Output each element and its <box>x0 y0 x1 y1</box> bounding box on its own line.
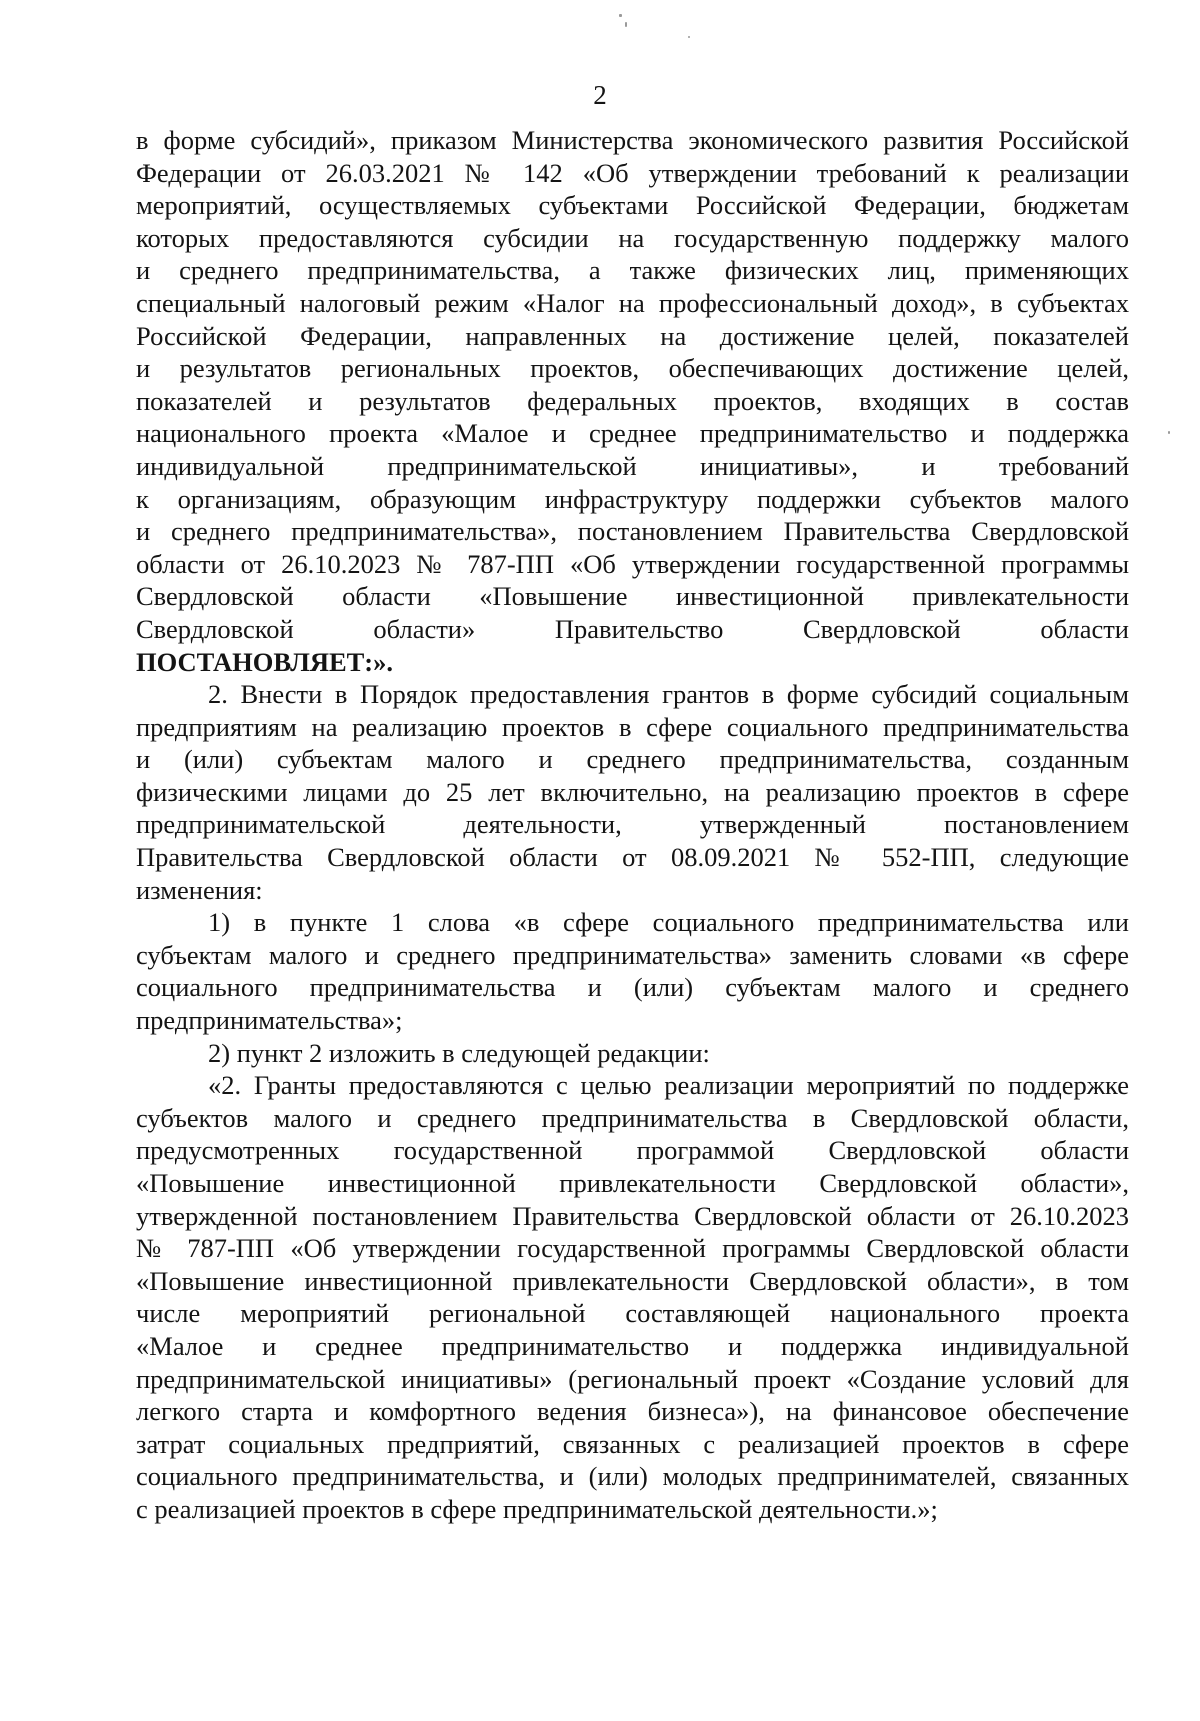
text-line: предпринимательской деятельности, утвержденный постановлением <box>136 809 1129 840</box>
text-line: «2. Гранты предоставляются с целью реализации мероприятий по поддержке <box>208 1070 1129 1101</box>
text-line: Свердловской области «Повышение инвестиционной привлекательности <box>136 581 1129 612</box>
text-line: физическими лицами до 25 лет включительно, на реализацию проектов в сфере <box>136 776 1129 807</box>
text-line: ПОСТАНОВЛЯЕТ:». <box>136 646 394 677</box>
text-line: субъектам малого и среднего предпринимательства» заменить словами «в сфере <box>136 939 1129 970</box>
scan-speck <box>619 14 622 17</box>
text-line: 1) в пункте 1 слова «в сфере социального предпринимательства или <box>208 907 1129 938</box>
text-line: социального предпринимательства и (или) субъектам малого и среднего <box>136 972 1129 1003</box>
text-line: Свердловской области» Правительство Свердловской области <box>136 613 1129 644</box>
text-line: Федерации от 26.03.2021 № 142 «Об утверждении требований к реализации <box>136 157 1129 188</box>
text-line: предприятиям на реализацию проектов в сфере социального предпринимательства <box>136 711 1129 742</box>
text-line: 2. Внести в Порядок предоставления грантов в форме субсидий социальным <box>208 679 1129 710</box>
text-line: области от 26.10.2023 № 787-ПП «Об утверждении государственной программы <box>136 548 1129 579</box>
text-line: национального проекта «Малое и среднее предпринимательство и поддержка <box>136 418 1129 449</box>
text-line: и результатов региональных проектов, обеспечивающих достижение целей, <box>136 353 1129 384</box>
text-line: мероприятий, осуществляемых субъектами Российской Федерации, бюджетам <box>136 190 1129 221</box>
scan-speck <box>688 36 690 38</box>
text-line: показателей и результатов федеральных проектов, входящих в состав <box>136 385 1129 416</box>
text-line: «Повышение инвестиционной привлекательности Свердловской области», в том <box>136 1265 1129 1296</box>
text-line: № 787-ПП «Об утверждении государственной программы Свердловской области <box>136 1233 1129 1264</box>
text-line: Российской Федерации, направленных на достижение целей, показателей <box>136 320 1129 351</box>
text-line: социального предпринимательства, и (или) молодых предпринимателей, связанных <box>136 1461 1129 1492</box>
text-line: предусмотренных государственной программой Свердловской области <box>136 1135 1129 1166</box>
scan-speck <box>1168 431 1170 434</box>
text-line: числе мероприятий региональной составляющей национального проекта <box>136 1298 1129 1329</box>
text-line: в форме субсидий», приказом Министерства экономического развития Российской <box>136 125 1129 155</box>
text-line: и (или) субъектам малого и среднего предпринимательства, созданным <box>136 744 1129 775</box>
page-number: 2 <box>593 80 607 110</box>
text-line: которых предоставляются субсидии на государственную поддержку малого <box>136 222 1129 253</box>
text-line: субъектов малого и среднего предпринимательства в Свердловской области, <box>136 1102 1129 1133</box>
scan-speck <box>625 22 627 27</box>
text-line: предпринимательства»; <box>136 1005 403 1036</box>
text-line: 2) пункт 2 изложить в следующей редакции: <box>208 1037 710 1068</box>
text-line: «Повышение инвестиционной привлекательности Свердловской области», <box>136 1168 1129 1198</box>
text-line: легкого старта и комфортного ведения бизнеса»), на финансовое обеспечение <box>136 1396 1129 1427</box>
text-line: и среднего предпринимательства, а также физических лиц, применяющих <box>136 255 1129 286</box>
text-line: с реализацией проектов в сфере предпринимательской деятельности.»; <box>136 1493 938 1524</box>
text-line: затрат социальных предприятий, связанных с реализацией проектов в сфере <box>136 1428 1129 1459</box>
text-line: специальный налоговый режим «Налог на профессиональный доход», в субъектах <box>136 287 1129 318</box>
text-line: к организациям, образующим инфраструктуру поддержки субъектов малого <box>136 483 1129 514</box>
text-line: Правительства Свердловской области от 08.09.2021 № 552-ПП, следующие <box>136 842 1129 873</box>
document-body <box>136 124 1129 1526</box>
text-line: утвержденной постановлением Правительства Свердловской области от 26.10.2023 <box>136 1200 1129 1231</box>
text-line: предпринимательской инициативы» (региональный проект «Создание условий для <box>136 1363 1129 1394</box>
text-line: «Малое и среднее предпринимательство и поддержка индивидуальной <box>136 1330 1129 1361</box>
text-line: индивидуальной предпринимательской инициативы», и требований <box>136 450 1129 481</box>
text-line: и среднего предпринимательства», постановлением Правительства Свердловской <box>136 516 1129 547</box>
text-line: изменения: <box>136 874 263 905</box>
